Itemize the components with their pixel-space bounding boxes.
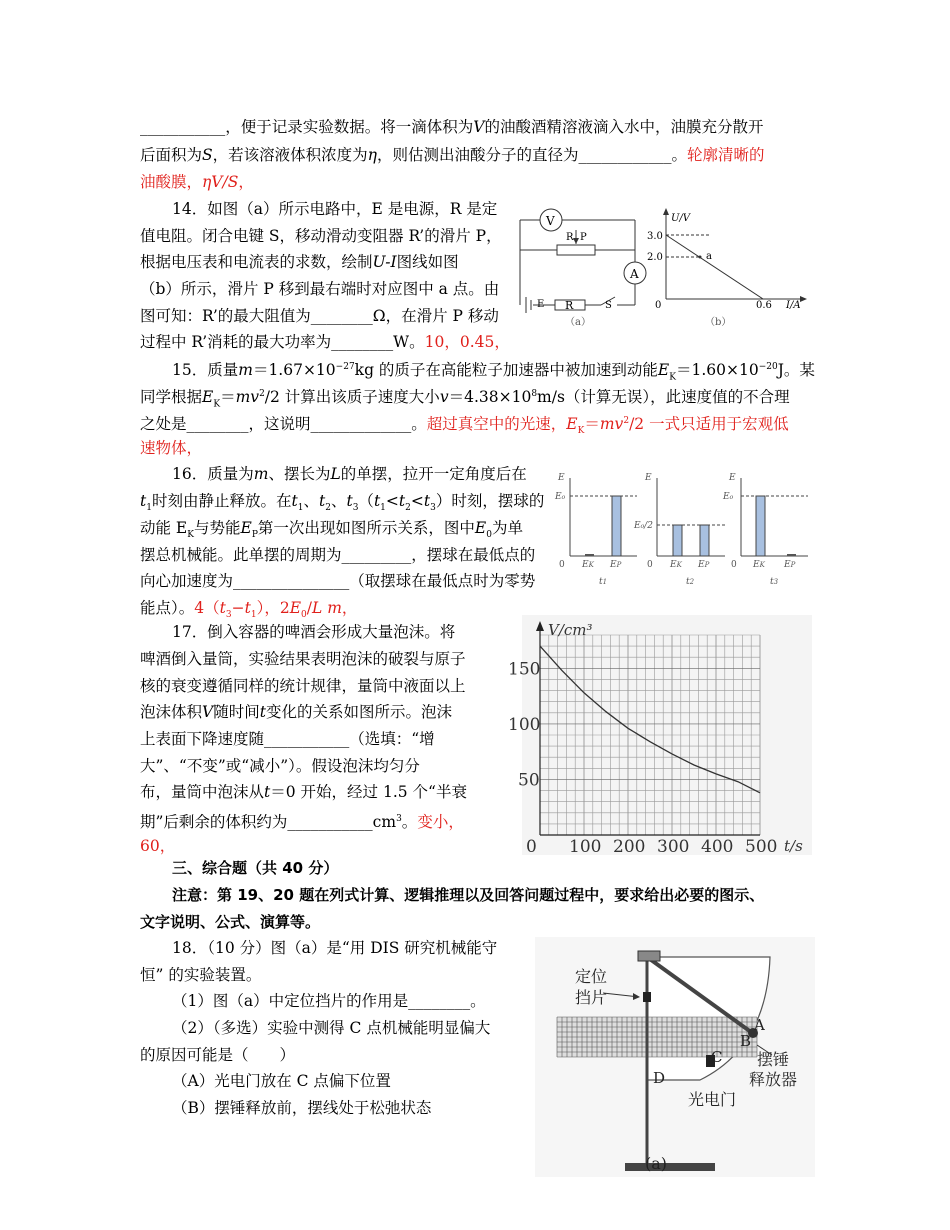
q16-line-2: $t_1$时刻由静止释放。在$t_1$、$t_2$、$t_3(t_1<t_2<t_3)$时刻，摆球的 (140, 492, 545, 514)
q18-line-5: 的原因可能是（ ） (140, 1046, 296, 1064)
svg-text:0: 0 (731, 560, 737, 570)
q15-line-1: 15．质量$m=1.67\times 10^{-27}kg$ 的质子在高能粒子加速器中被加速到动能$E_K=1.60\times 10^{-20}J$。某 (172, 361, 815, 383)
svg-text:B: B (740, 1032, 752, 1050)
y-tick-label: 50 (518, 770, 540, 791)
q17-line-4: 泡沫体积V随时间t变化的关系如图所示。泡沫 (140, 703, 452, 721)
q14-answer: 10，0.45， (424, 333, 510, 351)
q17-line-6: 大”、“不变”或“减小”）。假设泡沫均匀分 (140, 757, 420, 775)
stand-base (625, 1163, 715, 1171)
q15-answer-cont: 速物体， (140, 439, 203, 457)
q16-line-3: 动能 $E_K$与势能$E_P$第一次出现如图所示关系，图中$E_0$为单 (140, 519, 523, 541)
svg-text:释放器: 释放器 (749, 1070, 798, 1089)
svg-text:EP: EP (698, 560, 710, 570)
x-tick-label: 0 (526, 837, 537, 857)
q14-line-5: 图可知：R’的最大阻值为________Ω，在滑片 P 移动 (140, 307, 499, 325)
svg-text:S: S (605, 300, 612, 311)
svg-text:EP: EP (784, 560, 796, 570)
q17-line-8: 期”后剩余的体积约为$\_\_\_\_\_\_\_\_\_\_\_cm^3$。变小， (140, 813, 464, 832)
svg-text:E₀: E₀ (555, 492, 566, 502)
bar-t3-ek (756, 496, 765, 556)
svg-text:挡片: 挡片 (575, 988, 608, 1007)
svg-text:I/A: I/A (786, 300, 801, 311)
q14-line-3: 根据电压表和电流表的求数，绘制U-I图线如图 (140, 253, 459, 271)
svg-text:EK: EK (582, 560, 594, 570)
q14-line-4: （b）所示，滑片 P 移到最右端时对应图中 a 点。由 (140, 280, 500, 298)
q16-answer: $4(t_3-t_1)$，$2E_0/L$ m， (194, 599, 358, 621)
svg-text:V: V (546, 214, 555, 228)
foam-volume-chart (508, 615, 812, 857)
svg-text:3.0: 3.0 (647, 231, 663, 242)
x-tick-label: 400 (701, 837, 734, 857)
y-tick-label: 100 (508, 714, 541, 735)
svg-text:R: R (565, 299, 574, 312)
y-axis-arrow-icon (663, 208, 669, 215)
svg-text:定位: 定位 (575, 967, 608, 986)
q17-line-7: 布，量筒中泡沫从t＝0 开始，经过 1.5 个“半衰 (140, 783, 467, 801)
x-tick-label: 100 (569, 837, 602, 857)
svg-text:2.0: 2.0 (647, 252, 663, 263)
svg-text:E: E (729, 473, 736, 483)
q18-line-4: （2）（多选）实验中测得 C 点机械能明显偏大 (172, 1019, 491, 1037)
q16-line-4: 摆总机械能。此单摆的周期为_________，摆球在最低点的 (140, 546, 536, 564)
svg-text:E₀/2: E₀/2 (634, 521, 653, 531)
q18-line-2: 恒” 的实验装置。 (140, 966, 262, 984)
svg-text:E: E (537, 299, 545, 310)
svg-text:（b）: （b） (705, 317, 732, 328)
q17-line-3: 核的衰变遵循同样的统计规律，量筒中液面以上 (140, 677, 466, 695)
svg-text:E₀: E₀ (723, 492, 734, 502)
svg-text:E: E (645, 473, 652, 483)
svg-text:R: R (566, 232, 574, 243)
ui-graph (647, 205, 810, 330)
svg-text:D: D (653, 1069, 666, 1087)
svg-text:0: 0 (647, 560, 653, 570)
svg-text:0.6: 0.6 (756, 300, 772, 311)
q14-line-1: 14．如图（a）所示电路中，E 是电源，R 是定 (172, 200, 498, 218)
svg-text:（a）: （a） (565, 317, 591, 328)
bar-t3-ep (787, 554, 796, 556)
y-axis-label: V/cm³ (548, 621, 593, 639)
svg-text:A: A (630, 267, 639, 281)
svg-text:t2: t2 (686, 577, 695, 587)
section-3-note-1: 注意：第 19、20 题在列式计算、逻辑推理以及回答问题过程中，要求给出必要的图示、 (172, 886, 765, 904)
q17-answer-cont: 60， (140, 837, 176, 855)
q18-line-3: （1）图（a）中定位挡片的作用是________。 (172, 992, 486, 1010)
y-tick-label: 150 (508, 659, 541, 680)
q17-line-1: 17．倒入容器的啤酒会形成大量泡沫。将 (172, 623, 456, 641)
svg-text:a: a (706, 251, 712, 262)
circuit-diagram (515, 200, 650, 330)
q13-line-2: 后面积为S，若该溶液体积浓度为η，则估测出油酸分子的直径为____________。轮廓清晰的 (140, 146, 765, 164)
x-tick-label: 500 (745, 837, 778, 857)
q16-line-5: 向心加速度为_______________（取摆球在最低点时为零势 (140, 572, 536, 590)
bar-t2-ep (700, 525, 709, 556)
q18-option-a: （A）光电门放在 C 点偏下位置 (172, 1072, 391, 1090)
bar-t2-ek (673, 525, 682, 556)
svg-text:t3: t3 (770, 577, 779, 587)
q15-answer: 超过真空中的光速， (426, 415, 567, 434)
bar-t1-ep (612, 496, 621, 556)
pivot (638, 951, 660, 961)
q13-answer-part1: 轮廓清晰的 (686, 146, 765, 164)
q17-answer: 变小， (417, 813, 464, 832)
svg-text:EK: EK (670, 560, 682, 570)
svg-text:EP: EP (610, 560, 622, 570)
slider-arrow-icon (573, 238, 579, 244)
q16-line-6: 能点）。$4(t_3-t_1)$，$2E_0/L$ m， (140, 599, 358, 621)
svg-text:t1: t1 (599, 577, 608, 587)
x-axis-label: t/s (784, 837, 803, 855)
q14-line-6: 过程中 R’消耗的最大功率为________W。10，0.45， (140, 333, 510, 351)
svg-text:U/V: U/V (671, 213, 691, 224)
svg-text:0: 0 (559, 560, 565, 570)
svg-text:摆锤: 摆锤 (757, 1050, 790, 1069)
q16-line-1: 16．质量为m、摆长为L的单摆，拉开一定角度后在 (172, 465, 527, 483)
section-3-note-2: 文字说明、公式、演算等。 (140, 913, 321, 931)
svg-text:0: 0 (655, 300, 662, 311)
svg-text:A: A (754, 1016, 765, 1034)
energy-bar-charts (555, 468, 810, 588)
q13-answer: 油酸膜，ηV/S， (140, 173, 254, 191)
x-axis-arrow-icon (800, 296, 807, 302)
q15-line-3: 之处是________，这说明_____________。超过真空中的光速，$E_K=mv^2/2$ 一式只适用于宏观低 (140, 415, 789, 437)
svg-text:P: P (580, 232, 587, 243)
svg-text:E: E (558, 473, 565, 483)
q13-line-1: ___________，便于记录实验数据。将一滴体积为V的油酸酒精溶液滴入水中，油膜充分散开 (140, 118, 764, 136)
q14-line-2: 值电阻。闭合电键 S，移动滑动变阻器 R’的滑片 P， (140, 227, 502, 245)
q18-option-b: （B）摆锤释放前，摆线处于松弛状态 (172, 1099, 432, 1117)
svg-text:C: C (711, 1048, 723, 1066)
q17-line-2: 啤酒倒入量筒，实验结果表明泡沫的破裂与原子 (140, 650, 466, 668)
svg-text:EK: EK (753, 560, 765, 570)
locator-plate (643, 992, 651, 1002)
x-tick-label: 300 (657, 837, 690, 857)
svg-text:光电门: 光电门 (688, 1090, 737, 1109)
q18-line-1: 18．（10 分）图（a）是“用 DIS 研究机械能守 (172, 939, 498, 957)
section-3-title: 三、综合题（共 40 分） (172, 859, 339, 877)
bar-t1-ek (585, 554, 594, 556)
q17-line-5: 上表面下降速度随___________（选填：“增 (140, 730, 435, 748)
q15-line-2: 同学根据$E_K=mv^2/2$ 计算出该质子速度大小$v=4.38\times 10^8m/s$（计算无误），此速度值的不合理 (140, 388, 790, 410)
dis-apparatus-figure (535, 937, 815, 1177)
svg-text:(a): (a) (645, 1154, 668, 1173)
x-tick-label: 200 (613, 837, 646, 857)
